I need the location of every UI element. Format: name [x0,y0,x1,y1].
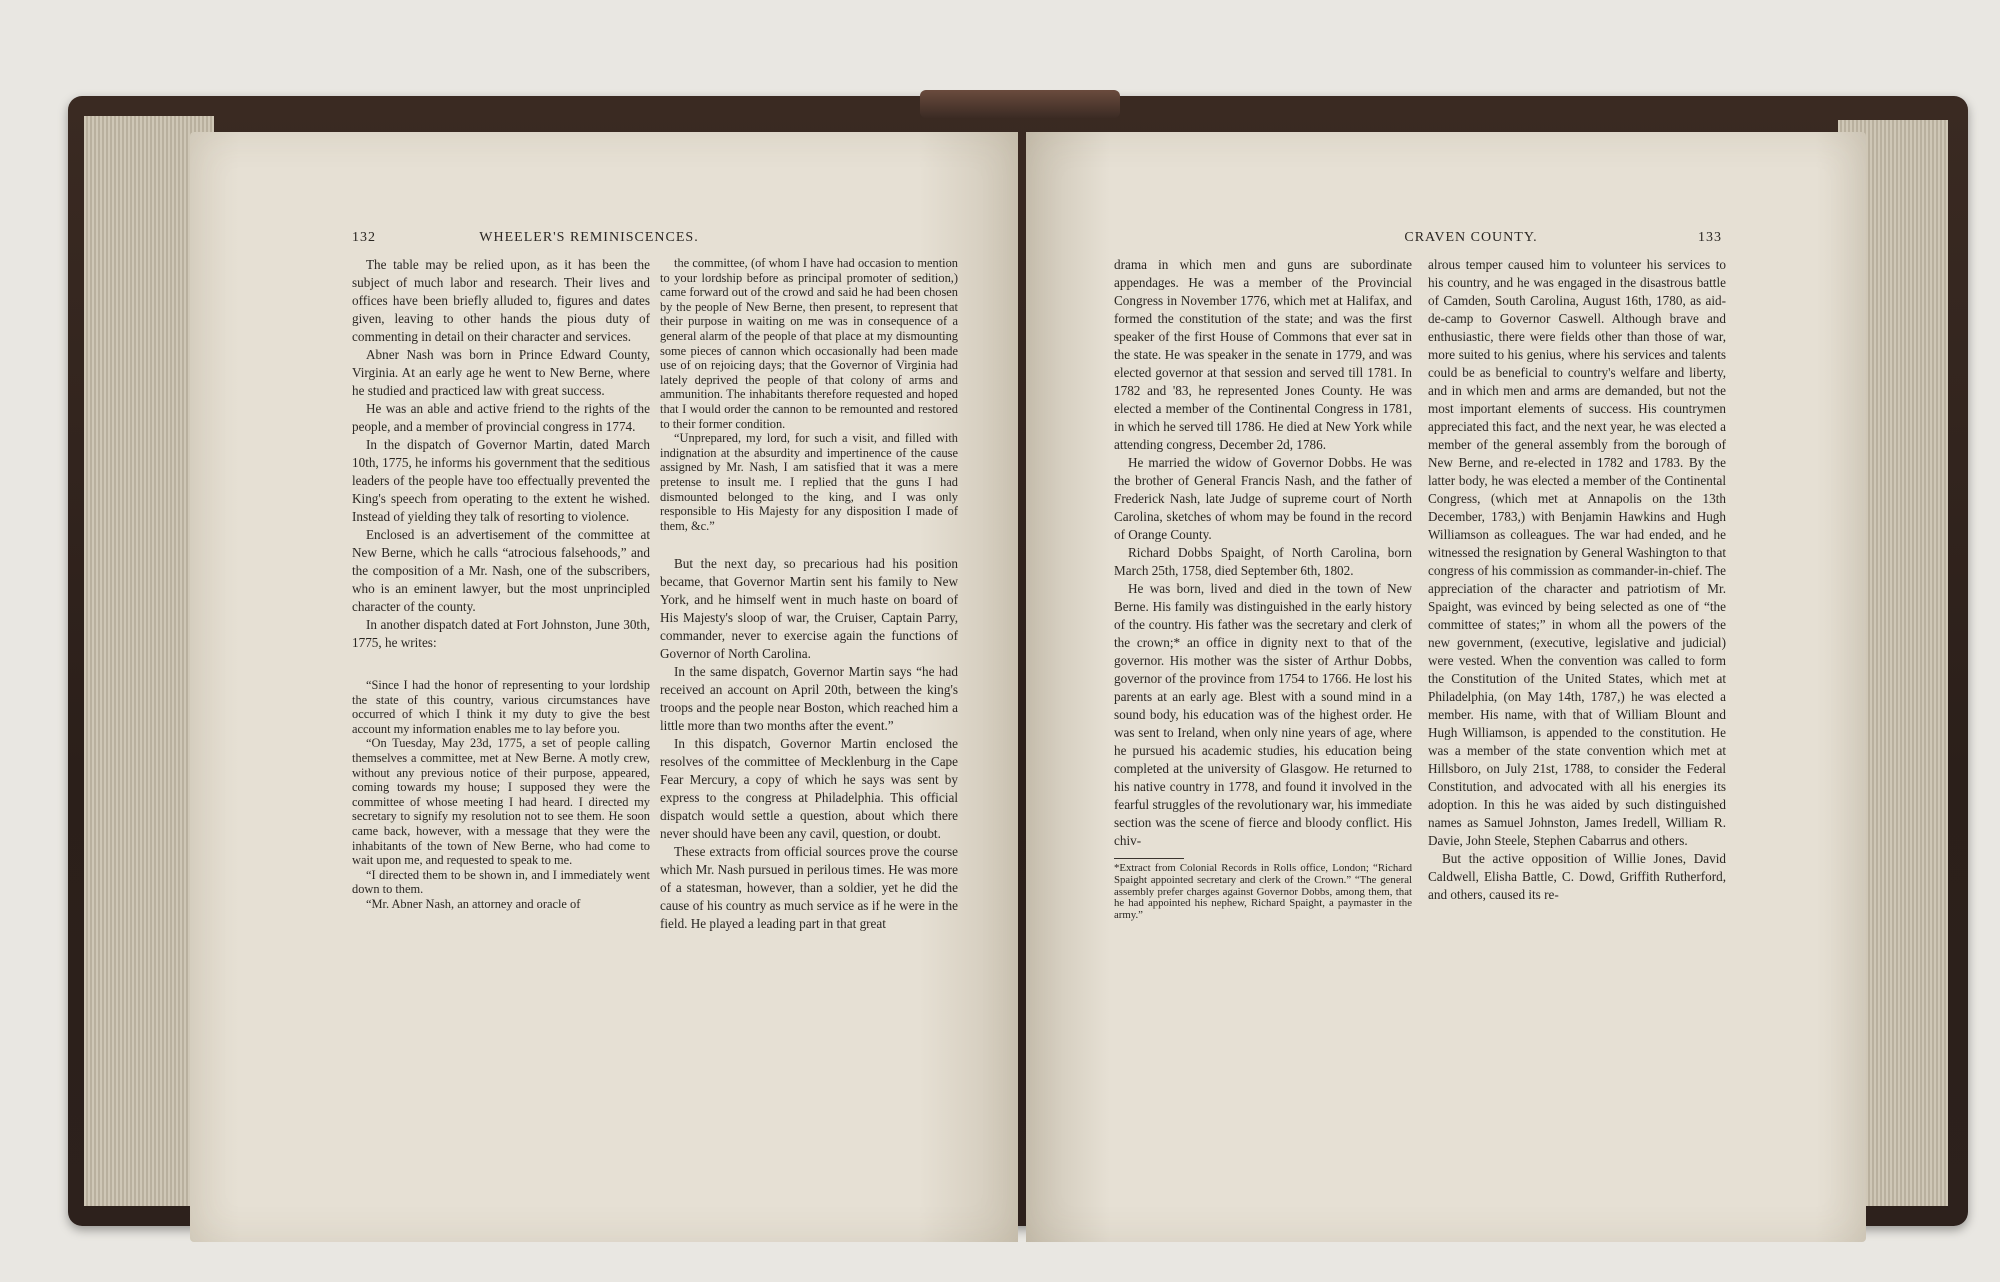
quote-paragraph: “On Tuesday, May 23d, 1775, a set of people calling themselves a committee, met at New Berne. A motly crew, without any previous notice of their purpose, appeared, coming towards my house; I supposed they were the committee of whose meeting I had heard. I directed my secretary to signify my resolution not to see them. He soon came back, however, with a message that they were the inhabitants of the town of New Berne, who had come to wait upon me, and requested to speak to me. [352,736,650,868]
page-number: 133 [1698,230,1722,245]
right-column-1 [1114,256,1412,922]
quoted-dispatch-continued [660,256,958,533]
paragraph: In the dispatch of Governor Martin, dated March 10th, 1775, he informs his government that the seditious leaders of the people have too effectually prevented the King's speech from operating to the extent he wished. Instead of yielding they talk of resorting to violence. [352,437,650,524]
quote-paragraph: “Mr. Abner Nash, an attorney and oracle of [366,896,581,911]
paragraph: These extracts from official sources prove the course which Mr. Nash pursued in perilous times. He was more of a statesman, however, than a soldier, yet he did the cause of his country as much service as if he were in the field. He played a leading part in that great [660,844,958,932]
left-column-2 [660,256,958,933]
quote-paragraph: “Unprepared, my lord, for such a visit, and filled with indignation at the absurdity and impertinence of the cause assigned by Mr. Nash, I am satisfied that it was a mere pretense to insult me. I replied that the guns I had dismounted belonged to the king, and I was only responsible to His Majesty for any disposition I made of them, &c.” [660,431,958,533]
paragraph: He was an able and active friend to the rights of the people, and a member of provincial congress in 1774. [352,401,650,434]
paragraph: The table may be relied upon, as it has been the subject of much labor and research. Their lives and offices have been briefly alluded to, figures and dates given, leaving to other hands the pious duty of commenting in detail on their character and services. [352,257,650,344]
page-number: 132 [352,230,376,245]
paragraph: drama in which men and guns are subordinate appendages. He was a member of the Provincial Congress in November 1776, which met at Halifax, and formed the constitution of the state; and was the first speaker of the first House of Commons that ever sat in the state. He was speaker in the senate in 1779, and was elected governor at that session and served till 1781. In 1782 and '83, he represented Jones County. He was elected a member of the Continental Congress in 1781, in which he served till 1786. He died at New York while attending congress, December 2d, 1786. [1114,257,1412,452]
footnote: *Extract from Colonial Records in Rolls office, London; “Richard Spaight appointed secretary and clerk of the Crown.” “The general assembly prefer charges against Governor Dobbs, among them, that he had appointed his nephew, Richard Spaight, a paymaster in the army.” [1114,862,1412,922]
paragraph: In this dispatch, Governor Martin enclosed the resolves of the committee of Mecklenburg in the Cape Fear Mercury, a copy of which he says was sent by express to the congress at Philadelphia. This official dispatch would settle a question, about which there never should have been any cavil, question, or doubt. [660,736,958,842]
paragraph: Abner Nash was born in Prince Edward County, Virginia. At an early age he went to New Berne, where he studied and practiced law with great success. [352,347,650,398]
right-page-header [1026,230,1866,250]
paragraph: He married the widow of Governor Dobbs. He was the brother of General Francis Nash, and the father of Frederick Nash, late Judge of supreme court of North Carolina, sketches of whom may be found in the record of Orange County. [1114,455,1412,542]
quoted-dispatch [352,678,650,912]
right-page [1026,132,1866,1242]
left-page-header [190,230,1018,250]
paragraph: He was born, lived and died in the town of New Berne. His family was distinguished in the early history of the country. His father was the secretary and clerk of the crown;* an office in dignity next to that of the governor. His mother was the sister of Arthur Dobbs, governor of the province from 1754 to 1766. He lost his parents at an early age. Blest with a sound mind in a sound body, his education was of the highest order. He was sent to Ireland, when only nine years of age, where he pursued his academic studies, his education being completed at the university of Glasgow. He returned to his native country in 1778, and found it involved in the fearful struggles of the revolutionary war, his immediate section was the scene of fierce and bloody conflict. His chiv- [1114,581,1412,848]
left-column-1 [352,256,650,912]
quote-paragraph: “Since I had the honor of representing to your lordship the state of this country, various circumstances have occurred of which I think it my duty to give the best account my information enables me to lay before you. [352,678,650,736]
left-page [190,132,1018,1242]
quote-paragraph: the committee, (of whom I have had occasion to mention to your lordship before as principal promoter of sedition,) came forward out of the crowd and said he had been chosen by the people of New Berne, then present, to represent that their purpose in waiting on me was in consequence of a general alarm of the people of that place at my dismounting some pieces of cannon which occasionally had been made use of on rejoicing days; that the Governor of Virginia had lately deprived the people of that colony of arms and ammunition. The inhabitants therefore requested and hoped that I would order the cannon to be remounted and restored to their former condition. [660,256,958,431]
paragraph: But the next day, so precarious had his position became, that Governor Martin sent his family to New York, and he himself went in much haste on board of His Majesty's sloop of war, the Cruiser, Captain Parry, commander, never to exercise again the functions of Governor of North Carolina. [660,556,958,662]
paragraph: Richard Dobbs Spaight, of North Carolina, born March 25th, 1758, died September 6th, 1802. [1114,545,1412,578]
paragraph: In the same dispatch, Governor Martin says “he had received an account on April 20th, between the king's troops and the people near Boston, which reached him a little more than two months after the event.” [660,664,958,734]
book-spine [920,90,1120,118]
quote-paragraph: “I directed them to be shown in, and I immediately went down to them. [352,867,650,897]
paragraph: Enclosed is an advertisement of the committee at New Berne, which he calls “atrocious falsehoods,” and the composition of a Mr. Nash, one of the subscribers, who is an eminent lawyer, but the most unprincipled character of the county. [352,527,650,614]
right-column-2 [1428,256,1726,904]
running-title: CRAVEN COUNTY. [1404,230,1538,245]
running-title: WHEELER'S REMINISCENCES. [479,230,699,245]
paragraph: alrous temper caused him to volunteer his services to his country, and he was engaged in the disastrous battle of Camden, South Carolina, August 16th, 1780, as aid-de-camp to Governor Caswell. Although brave and enthusiastic, there were fields other than those of war, more suited to his genius, where his services and talents could be as beneficial to country's welfare and liberty, and in which men and arms are demanded, but not the most important elements of success. His countrymen appreciated this fact, and the next year, he was elected a member of the general assembly from the borough of New Berne, and re-elected in 1782 and 1783. By the latter body, he was elected a member of the Continental Congress, (which met at Annapolis on the 13th December, 1783,) with Benjamin Hawkins and Hugh Williamson as colleagues. The war had ended, and he witnessed the resignation by General Washington to that congress of his commission as commander-in-chief. The appreciation of the character and patriotism of Mr. Spaight, was evinced by being selected as one of “the committee of states;” in whom all the powers of the new government, (executive, legislative and judicial) were vested. When the convention was called to form the Constitution of the United States, which met at Philadelphia, (on May 14th, 1787,) he was elected a member. His name, with that of William Blount and Hugh Williamson, is appended to the constitution. He was a member of the state convention which met at Hillsboro, on July 21st, 1788, to consider the Federal Constitution, and advocated with all his energies its adoption. In this he was aided by such distinguished names as Samuel Johnston, James Iredell, William R. Davie, John Steele, Stephen Cabarrus and others. [1428,257,1726,848]
paragraph: In another dispatch dated at Fort Johnston, June 30th, 1775, he writes: [352,617,650,650]
paragraph: But the active opposition of Willie Jones, David Caldwell, Elisha Battle, C. Dowd, Griffith Rutherford, and others, caused its re- [1428,851,1726,902]
footnote-rule [1114,858,1184,859]
